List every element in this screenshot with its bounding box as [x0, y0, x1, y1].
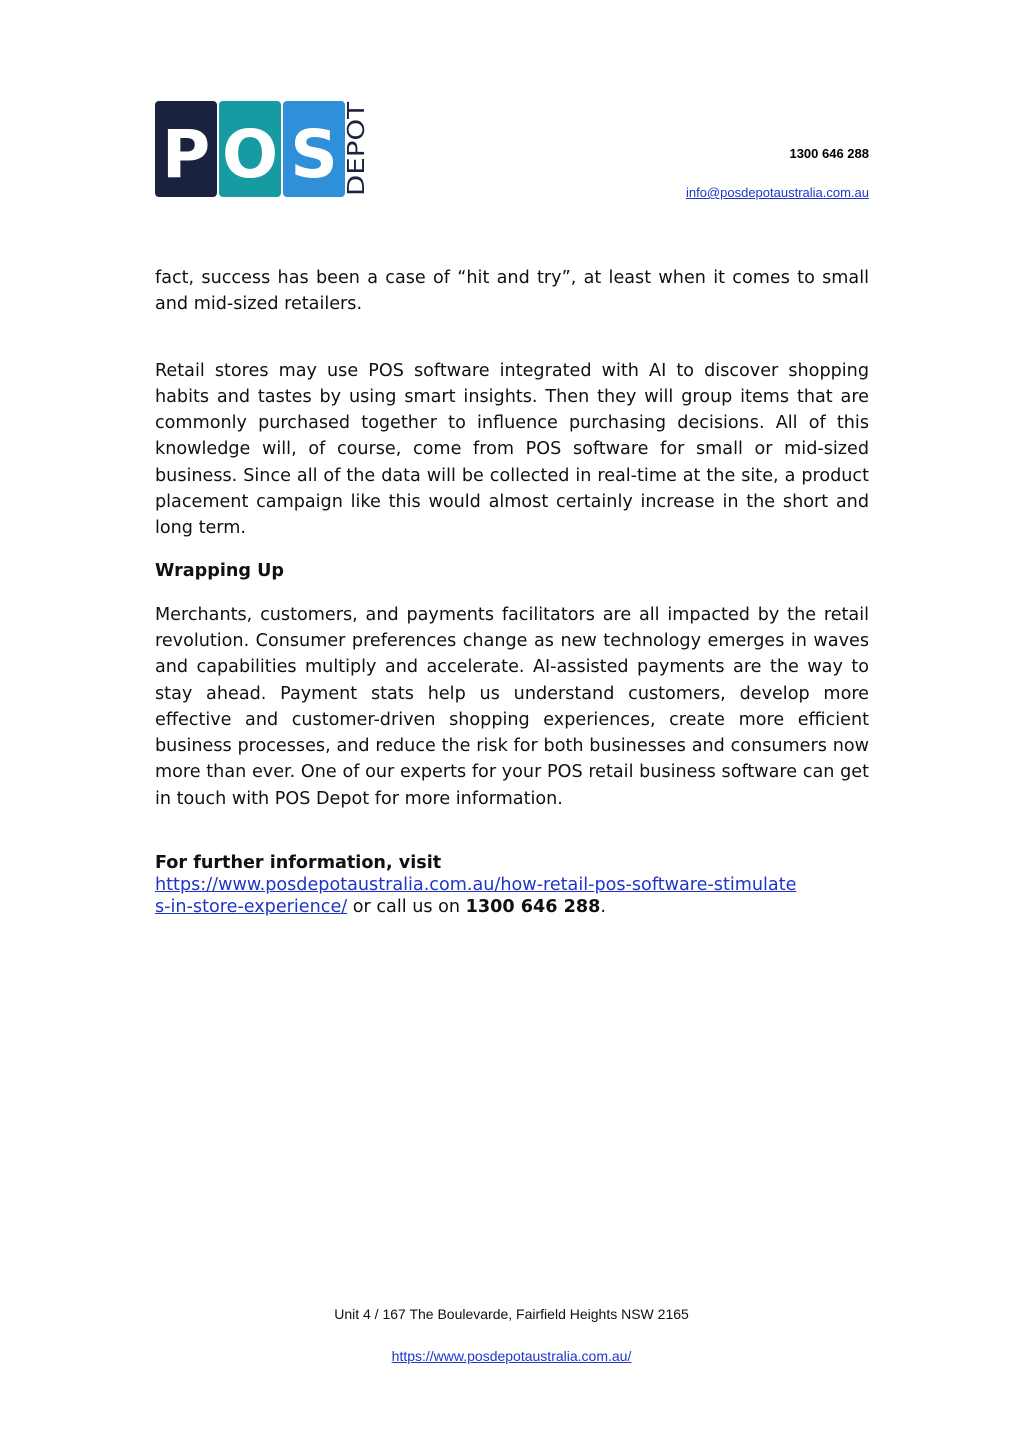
further-info-label: For further information, visit [155, 853, 442, 874]
logo-letter-p: P [161, 116, 211, 193]
footer-url-container [0, 1348, 1023, 1364]
call-end: . [600, 897, 606, 918]
header-phone: 1300 646 288 [789, 146, 869, 161]
footer-address: Unit 4 / 167 The Boulevarde, Fairfield Heights NSW 2165 [334, 1306, 689, 1322]
pos-depot-logo [155, 101, 370, 197]
footer-url-link[interactable]: https://www.posdepotaustralia.com.au/ [391, 1348, 632, 1364]
body-paragraph-1: fact, success has been a case of “hit and try”, at least when it comes to small and mid-sized retailers. [155, 268, 869, 315]
header-contact [686, 146, 869, 200]
call-text: or call us on [347, 897, 466, 918]
document-body [155, 265, 869, 918]
logo-letter-s: S [290, 116, 338, 193]
call-phone: 1300 646 288 [465, 897, 601, 918]
logo-word-depot: DEPOT [344, 117, 370, 196]
further-info [155, 852, 869, 918]
article-link-line-1: https://www.posdepotaustralia.com.au/how-retail-pos-software-stimulate [155, 875, 797, 896]
body-paragraph-3: Merchants, customers, and payments facilitators are all impacted by the retail revolution. Consumer preferences change as new technology emerges in waves and capabilities multiply and accelerate. AI-assisted payments are the way to stay ahead. Payment stats help us understand customers, develop more effective and customer-driven shopping experiences, create more efficient business processes, and reduce the risk for both businesses and consumers now more than ever. One of our experts for your POS retail business software can get in touch with POS Depot for more information. [155, 604, 869, 809]
section-heading: Wrapping Up [155, 560, 284, 581]
header-email-link[interactable]: info@posdepotaustralia.com.au [685, 185, 869, 200]
body-paragraph-2: Retail stores may use POS software integrated with AI to discover shopping habits and tastes by using smart insights. Then they will group items that are commonly purchased together to influence purchasing decisions. All of this knowledge will, of course, come from POS software for small or mid-sized business. Since all of the data will be collected in real-time at the site, a product placement campaign like this would almost certainly increase in the short and long term. [155, 360, 869, 539]
logo-letter-o: O [221, 116, 279, 193]
article-link-line-2: s-in-store-experience/ [155, 897, 348, 918]
